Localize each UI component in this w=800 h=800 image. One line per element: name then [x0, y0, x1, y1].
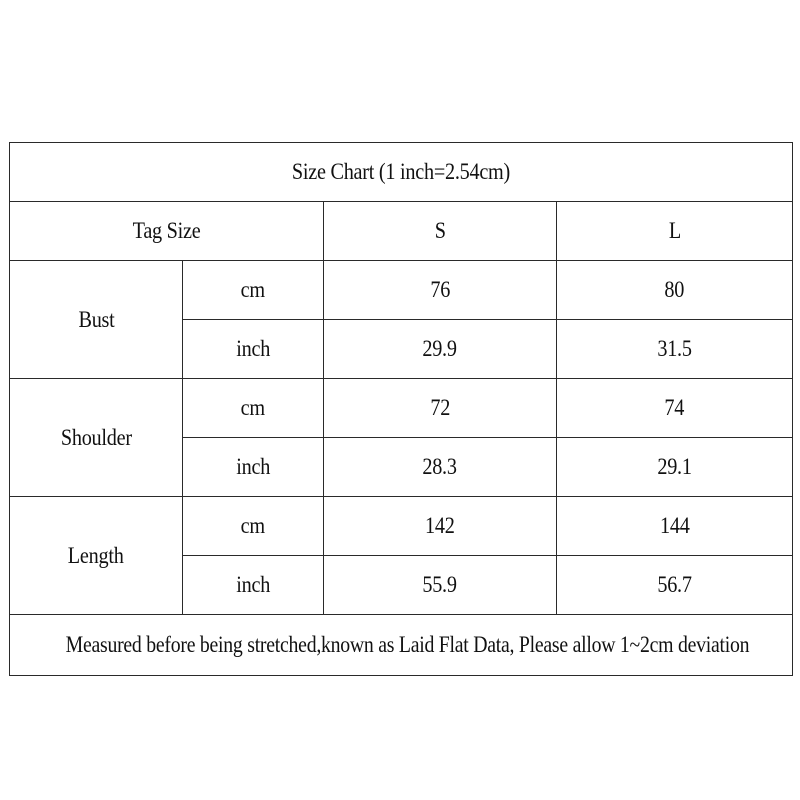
- measurement-name-text: Bust: [77, 306, 115, 332]
- table-title: [10, 143, 793, 202]
- value-cell-l: [557, 320, 793, 379]
- unit-cell: [183, 556, 324, 615]
- unit-cell: [183, 261, 324, 320]
- size-header-s: [324, 202, 557, 261]
- value-cell-s: [324, 320, 557, 379]
- value-cell-s: [324, 556, 557, 615]
- value-text: 29.9: [422, 336, 458, 361]
- unit-cell: [183, 497, 324, 556]
- value-cell-s: [324, 261, 557, 320]
- size-header-l: [557, 202, 793, 261]
- value-cell-l: [557, 438, 793, 497]
- value-text: 144: [659, 513, 690, 538]
- measurement-name-text: Length: [68, 542, 124, 568]
- tag-size-header: [10, 202, 324, 261]
- value-cell-s: [324, 497, 557, 556]
- table-row: [10, 497, 793, 556]
- value-text: 142: [425, 513, 455, 538]
- measurement-note: [10, 615, 793, 676]
- value-cell-l: [557, 556, 793, 615]
- title-row: [10, 143, 793, 202]
- header-row: [10, 202, 793, 261]
- unit-text: cm: [240, 395, 266, 420]
- unit-text: cm: [240, 277, 266, 302]
- size-header-s-text: S: [434, 218, 446, 243]
- measurement-name-length: [10, 497, 183, 615]
- value-text: 28.3: [422, 454, 458, 479]
- measurement-note-text: Measured before being stretched,known as Laid Flat Data, Please allow 1~2cm deviation: [65, 632, 750, 657]
- value-text: 56.7: [657, 572, 692, 597]
- unit-text: inch: [236, 336, 270, 361]
- value-text: 76: [430, 277, 450, 302]
- unit-cell: [183, 438, 324, 497]
- unit-text: inch: [236, 454, 270, 479]
- value-cell-l: [557, 261, 793, 320]
- size-header-l-text: L: [668, 218, 681, 243]
- value-cell-l: [557, 379, 793, 438]
- measurement-name-shoulder: [10, 379, 183, 497]
- value-cell-s: [324, 438, 557, 497]
- size-chart-table: [9, 142, 793, 676]
- tag-size-header-text: Tag Size: [132, 218, 201, 243]
- value-text: 55.9: [422, 572, 458, 597]
- unit-text: inch: [236, 572, 270, 597]
- unit-cell: [183, 379, 324, 438]
- unit-cell: [183, 320, 324, 379]
- table-title-text: Size Chart (1 inch=2.54cm): [291, 159, 511, 184]
- table-row: [10, 261, 793, 320]
- unit-text: cm: [240, 513, 266, 538]
- table-row: [10, 379, 793, 438]
- value-text: 31.5: [657, 336, 692, 361]
- value-cell-l: [557, 497, 793, 556]
- value-text: 72: [430, 395, 450, 420]
- value-cell-s: [324, 379, 557, 438]
- measurement-name-bust: [10, 261, 183, 379]
- value-text: 29.1: [657, 454, 692, 479]
- value-text: 80: [664, 277, 685, 302]
- measurement-name-text: Shoulder: [60, 424, 132, 450]
- value-text: 74: [664, 395, 685, 420]
- note-row: [10, 615, 793, 676]
